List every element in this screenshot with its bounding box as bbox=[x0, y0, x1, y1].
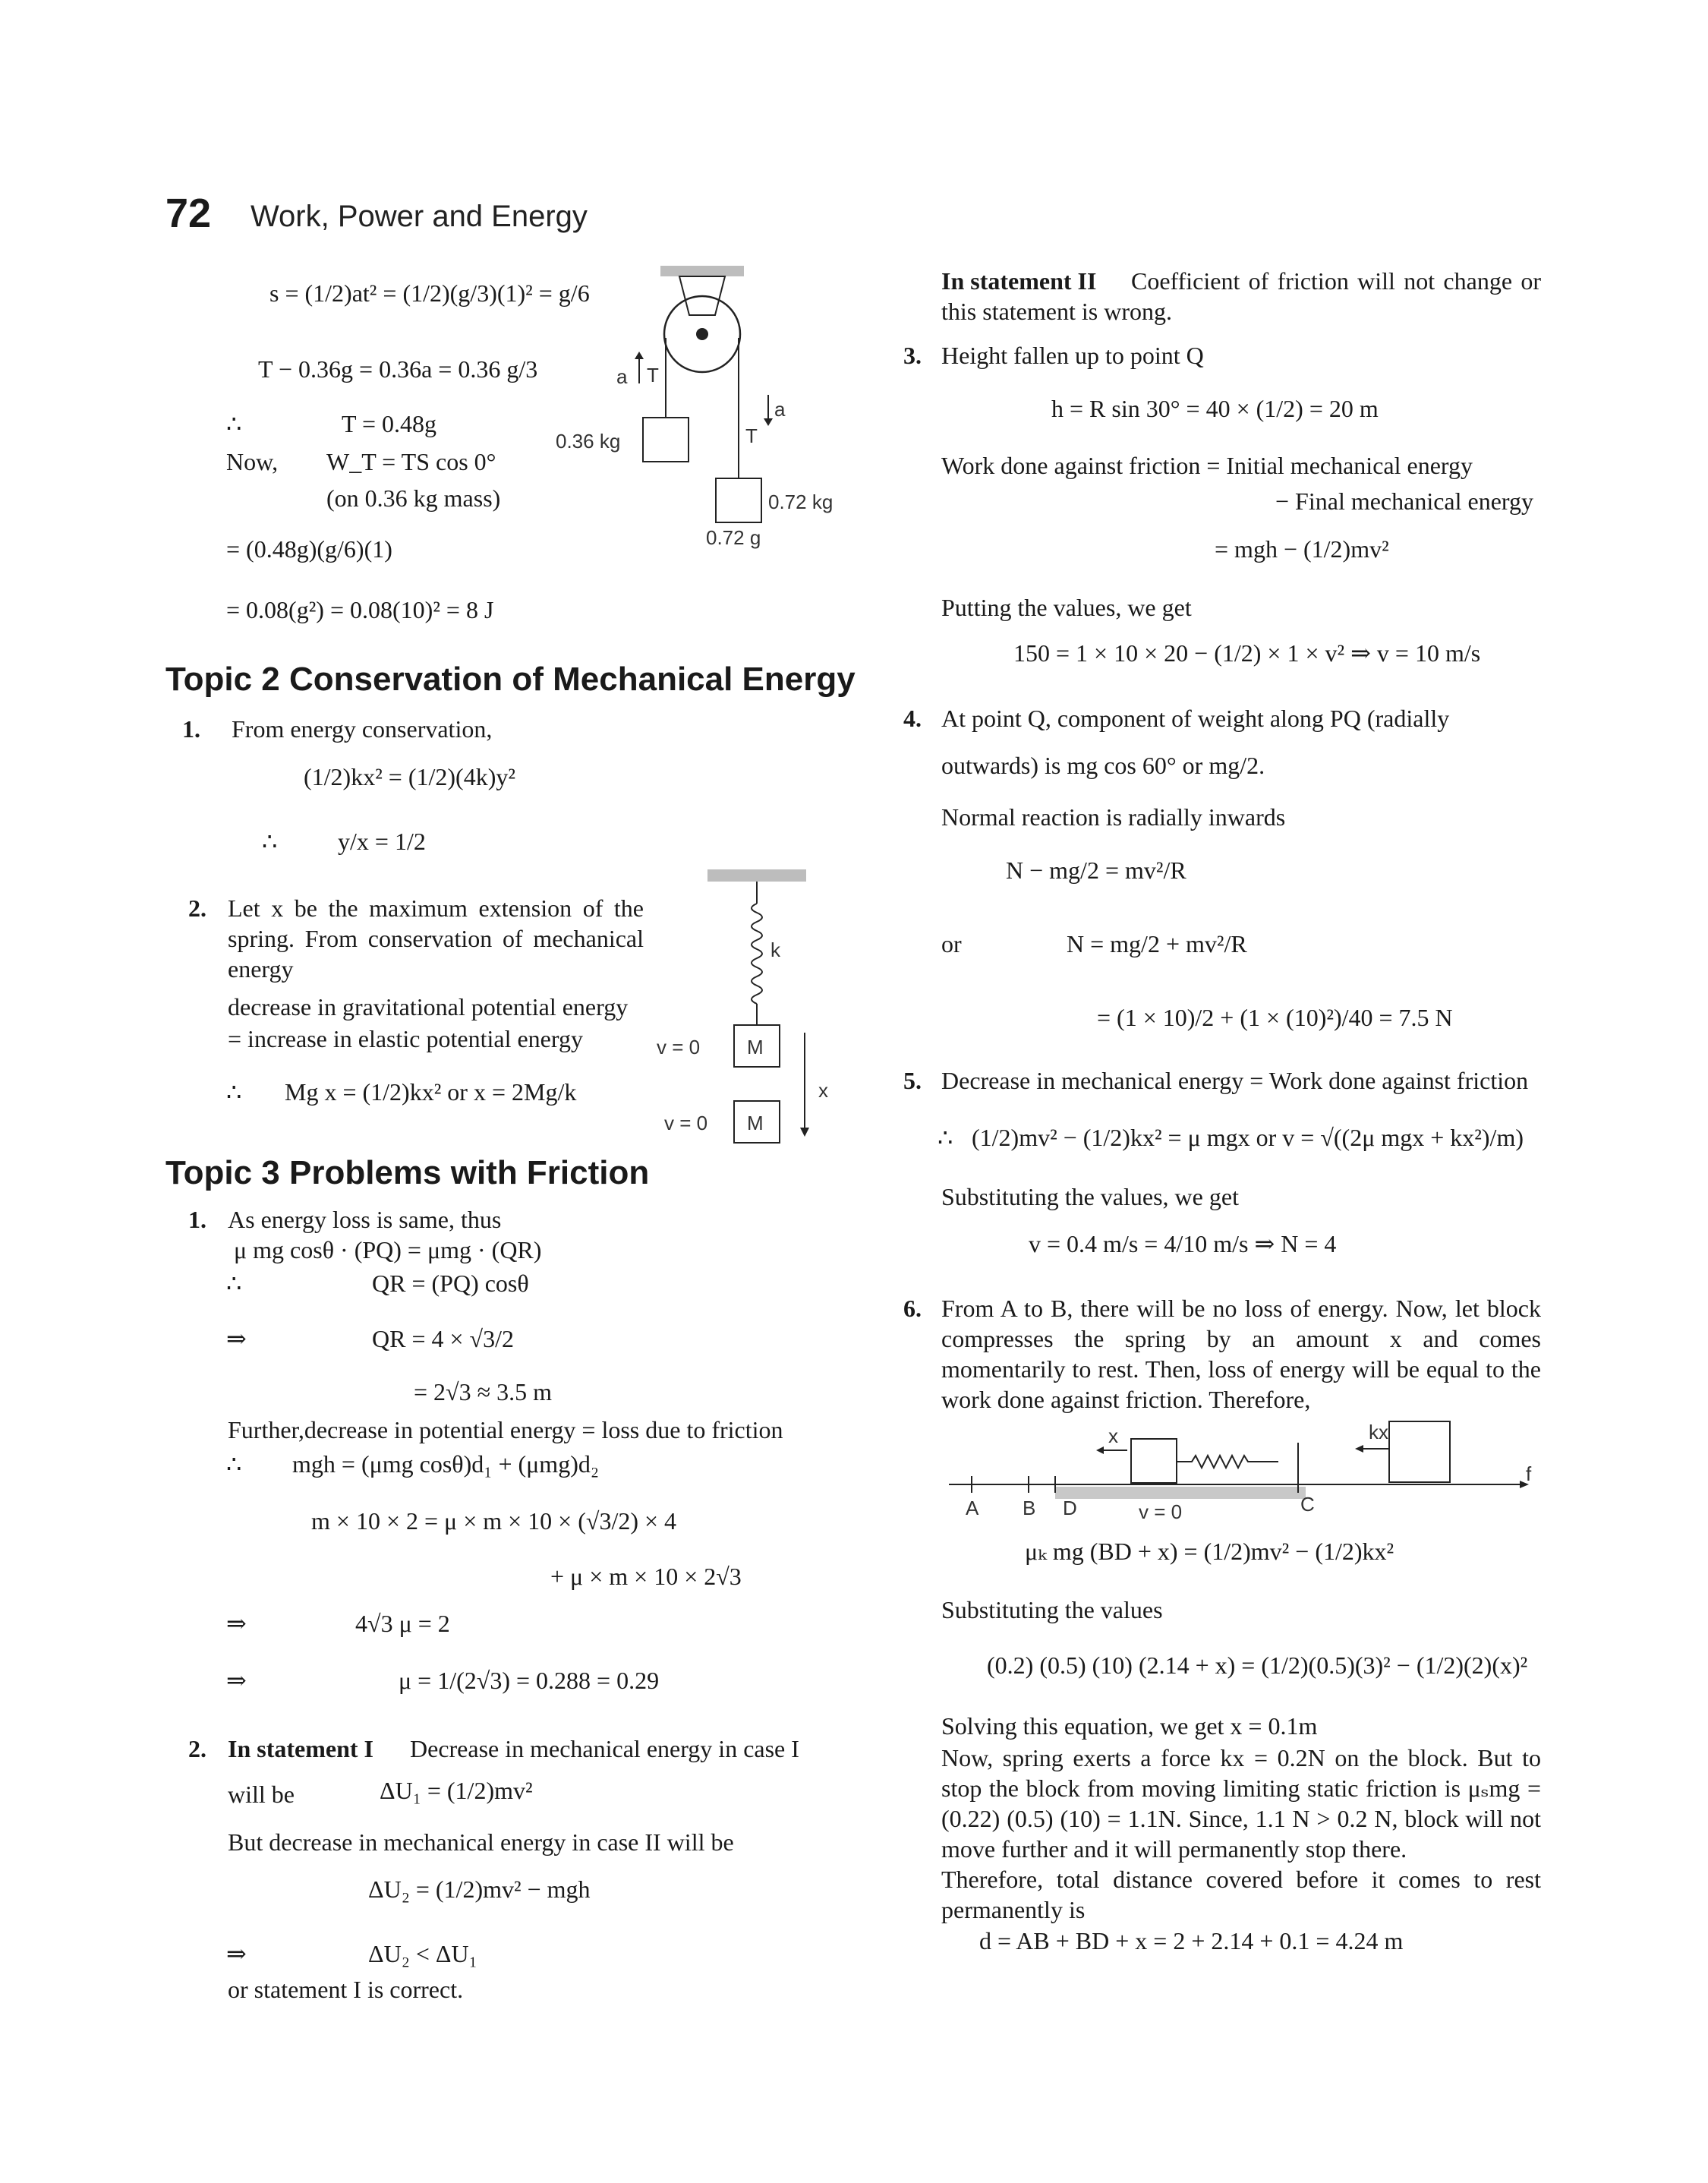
t3-q1-therefore: ∴ bbox=[226, 1270, 242, 1297]
q4-text1: At point Q, component of weight along PQ (radially bbox=[941, 705, 1450, 732]
t3-q1-eq7: + μ × m × 10 × 2√3 bbox=[550, 1563, 742, 1590]
sliding-block bbox=[1131, 1439, 1177, 1483]
mass-block-2 bbox=[716, 478, 761, 522]
ceiling-support bbox=[660, 266, 744, 276]
extension-label: x bbox=[818, 1079, 828, 1102]
topic-3-heading: Topic 3 Problems with Friction bbox=[165, 1154, 650, 1191]
pulley-axle bbox=[696, 328, 708, 340]
eq-tension: T − 0.36g = 0.36a = 0.36 g/3 bbox=[258, 355, 538, 383]
track-figure bbox=[949, 1420, 1533, 1526]
q5-number: 5. bbox=[903, 1067, 922, 1094]
extension-arrowhead bbox=[800, 1128, 809, 1137]
t2-q2-text: Let x be the maximum extension of the spring. From conservation of mechanical energy bbox=[228, 894, 644, 983]
q4-or: or bbox=[941, 930, 962, 957]
q6-eq1: μₖ mg (BD + x) = (1/2)mv² − (1/2)kx² bbox=[1025, 1538, 1394, 1565]
t3-q1-eq2: QR = (PQ) cosθ bbox=[372, 1270, 529, 1297]
t3-q1-eq3: QR = 4 × √3/2 bbox=[372, 1325, 514, 1352]
q6-subst: Substituting the values bbox=[941, 1596, 1163, 1623]
accel-label-left: a bbox=[616, 365, 628, 388]
q6-eq2: (0.2) (0.5) (10) (2.14 + x) = (1/2)(0.5)(3)² − (1/2)(2)(x)² bbox=[987, 1651, 1528, 1679]
t3-q1-implies-1: ⇒ bbox=[226, 1325, 247, 1352]
track-spring bbox=[1177, 1456, 1278, 1468]
t3-q1-eq8: 4√3 μ = 2 bbox=[355, 1610, 450, 1637]
t3-q2-number: 2. bbox=[188, 1735, 206, 1762]
point-a-label: A bbox=[966, 1497, 979, 1519]
compression-arrowhead bbox=[1096, 1446, 1104, 1454]
spring-ceiling bbox=[707, 869, 806, 882]
t3-q1-eq9: μ = 1/(2√3) = 0.288 = 0.29 bbox=[399, 1667, 660, 1694]
t2-q2-line1: decrease in gravitational potential energy bbox=[228, 993, 629, 1021]
mass-label-2: 0.72 kg bbox=[768, 491, 834, 513]
q4-number: 4. bbox=[903, 705, 922, 732]
t3-q2-eq2: ΔU₂ = (1/2)mv² − mgh bbox=[368, 1875, 591, 1903]
t3-q2-implies: ⇒ bbox=[226, 1940, 247, 1967]
eq-work-note: (on 0.36 kg mass) bbox=[326, 484, 501, 512]
t2-q2-number: 2. bbox=[188, 894, 206, 922]
q6-therefore-text: Therefore, total distance covered before it comes to rest permanently is bbox=[941, 1866, 1541, 1923]
q3-eq1: h = R sin 30° = 40 × (1/2) = 20 m bbox=[1051, 395, 1379, 422]
q3-number: 3. bbox=[903, 342, 922, 369]
stmt2-label: In statement II bbox=[941, 267, 1097, 295]
t3-q1-further: Further,decrease in potential energy = loss due to friction bbox=[228, 1416, 783, 1443]
q4-eq3: = (1 × 10)/2 + (1 × (10)²)/40 = 7.5 N bbox=[1097, 1004, 1453, 1031]
block-free-body bbox=[1389, 1421, 1450, 1482]
t3-q1-eq6: m × 10 × 2 = μ × m × 10 × (√3/2) × 4 bbox=[311, 1507, 677, 1535]
t2-q1-therefore: ∴ bbox=[262, 828, 278, 855]
q5-subst: Substituting the values, we get bbox=[941, 1183, 1239, 1210]
q6-spring-text: Now, spring exerts a force kx = 0.2N on the block. But to stop the block from moving limiting static friction is μₛmg = (0.22) (0.5) (10) = 1.1N. Since, 1.1 N > 0.2 N, block will not move further and it will permanently stop there. bbox=[941, 1744, 1541, 1863]
weight-label-2: 0.72 g bbox=[706, 526, 761, 549]
pulley-figure bbox=[554, 262, 843, 550]
point-d-label: D bbox=[1063, 1497, 1077, 1519]
t3-q1-therefore-2: ∴ bbox=[226, 1450, 242, 1478]
t3-q2-stmt1-text: Decrease in mechanical energy in case I bbox=[410, 1735, 799, 1762]
point-b-label: B bbox=[1023, 1497, 1036, 1519]
q3-work-line2: − Final mechanical energy bbox=[1275, 487, 1533, 515]
q5-eq1: (1/2)mv² − (1/2)kx² = μ mgx or v = √((2μ mgx + kx²)/m) bbox=[972, 1124, 1524, 1151]
running-head: Work, Power and Energy bbox=[251, 200, 588, 233]
eq-work-value: = (0.48g)(g/6)(1) bbox=[226, 535, 392, 563]
t3-q1-implies-2: ⇒ bbox=[226, 1610, 247, 1637]
q3-work-line: Work done against friction = Initial mechanical energy bbox=[941, 452, 1473, 479]
t3-q2-stmt1-label: In statement I bbox=[228, 1735, 373, 1762]
t3-q1-eq4: = 2√3 ≈ 3.5 m bbox=[414, 1378, 553, 1405]
q4-normal: Normal reaction is radially inwards bbox=[941, 803, 1286, 831]
t3-q1-eq5: mgh = (μmg cosθ)d₁ + (μmg)d₂ bbox=[292, 1450, 599, 1478]
t3-q1-eq1: μ mg cosθ · (PQ) = μmg · (QR) bbox=[234, 1236, 542, 1263]
topic-2-heading: Topic 2 Conservation of Mechanical Energy bbox=[165, 661, 856, 698]
velocity-label-bottom: v = 0 bbox=[664, 1112, 708, 1134]
accel-arrowhead-down bbox=[764, 418, 773, 426]
force-f-label: f bbox=[1526, 1462, 1532, 1485]
t2-q1-number: 1. bbox=[182, 715, 200, 743]
t2-q2-therefore: ∴ bbox=[226, 1078, 242, 1106]
q4-eq2: N = mg/2 + mv²/R bbox=[1067, 930, 1247, 957]
t3-q2-eq3: ΔU₂ < ΔU₁ bbox=[368, 1940, 477, 1967]
spring-figure bbox=[653, 869, 843, 1150]
eq-work: W_T = TS cos 0° bbox=[326, 448, 496, 475]
compression-label: x bbox=[1108, 1424, 1118, 1447]
q5-text: Decrease in mechanical energy = Work done against friction bbox=[941, 1067, 1529, 1094]
velocity-label-top: v = 0 bbox=[657, 1036, 701, 1058]
accel-arrowhead-up bbox=[635, 352, 644, 359]
t3-q1-implies-3: ⇒ bbox=[226, 1667, 247, 1694]
spring-coil bbox=[752, 904, 762, 1004]
now-label: Now, bbox=[226, 448, 279, 475]
mass-label-1: 0.36 kg bbox=[556, 430, 621, 453]
tension-label-left: T bbox=[647, 364, 659, 386]
t3-q2-will-be: will be bbox=[228, 1781, 295, 1808]
q4-text2: outwards) is mg cos 60° or mg/2. bbox=[941, 752, 1265, 779]
t2-q2-eq: Mg x = (1/2)kx² or x = 2Mg/k bbox=[285, 1078, 577, 1106]
q3-eq2: = mgh − (1/2)mv² bbox=[1215, 535, 1389, 563]
force-kx-label: kx bbox=[1369, 1421, 1388, 1443]
t2-q1-intro: From energy conservation, bbox=[232, 715, 493, 743]
q5-eq2: v = 0.4 m/s = 4/10 m/s ⇒ N = 4 bbox=[1029, 1230, 1337, 1257]
t3-q2-case2: But decrease in mechanical energy in case II will be bbox=[228, 1828, 734, 1856]
spring-constant-label: k bbox=[770, 939, 780, 961]
q6-text: From A to B, there will be no loss of energy. Now, let block compresses the spring by an amount x and comes momentarily to rest. Then, loss of energy will be equal to the work done against friction. Therefore, bbox=[941, 1295, 1541, 1413]
q6-number: 6. bbox=[903, 1295, 922, 1322]
point-c-label: C bbox=[1300, 1493, 1315, 1516]
t3-q1-intro: As energy loss is same, thus bbox=[228, 1206, 502, 1233]
stmt2-text: Coefficient of friction will not change or this statement is wrong. bbox=[941, 267, 1541, 325]
q3-intro: Height fallen up to point Q bbox=[941, 342, 1204, 369]
t3-q2-conclusion: or statement I is correct. bbox=[228, 1976, 464, 2003]
spring-mass-label-bottom: M bbox=[747, 1112, 764, 1134]
q3-putting: Putting the values, we get bbox=[941, 594, 1192, 621]
therefore-symbol: ∴ bbox=[226, 410, 242, 437]
eq-work-result: = 0.08(g²) = 0.08(10)² = 8 J bbox=[226, 596, 494, 623]
accel-label-right: a bbox=[774, 398, 786, 421]
t2-q2-line2: = increase in elastic potential energy bbox=[228, 1025, 583, 1052]
eq-s: s = (1/2)at² = (1/2)(g/3)(1)² = g/6 bbox=[269, 279, 590, 307]
tension-label-right: T bbox=[745, 424, 758, 447]
eq-t-value: T = 0.48g bbox=[342, 410, 437, 437]
q3-eq3: 150 = 1 × 10 × 20 − (1/2) × 1 × v² ⇒ v = 10 m/s bbox=[1013, 639, 1481, 667]
force-kx-arrowhead bbox=[1355, 1445, 1363, 1453]
velocity-zero-label: v = 0 bbox=[1139, 1500, 1183, 1523]
t3-q2-eq1: ΔU₁ = (1/2)mv² bbox=[380, 1777, 533, 1804]
q6-solving: Solving this equation, we get x = 0.1m bbox=[941, 1712, 1318, 1740]
q5-therefore: ∴ bbox=[938, 1124, 953, 1151]
spring-mass-label-top: M bbox=[747, 1036, 764, 1058]
t2-q1-eq2: y/x = 1/2 bbox=[338, 828, 426, 855]
t3-q1-number: 1. bbox=[188, 1206, 206, 1233]
mass-block-1 bbox=[643, 418, 689, 462]
q6-eq3: d = AB + BD + x = 2 + 2.14 + 0.1 = 4.24 m bbox=[979, 1927, 1404, 1954]
page-number: 72 bbox=[165, 191, 212, 236]
t2-q1-eq1: (1/2)kx² = (1/2)(4k)y² bbox=[304, 763, 515, 790]
rough-region bbox=[1055, 1487, 1306, 1499]
q4-eq1: N − mg/2 = mv²/R bbox=[1006, 856, 1186, 884]
